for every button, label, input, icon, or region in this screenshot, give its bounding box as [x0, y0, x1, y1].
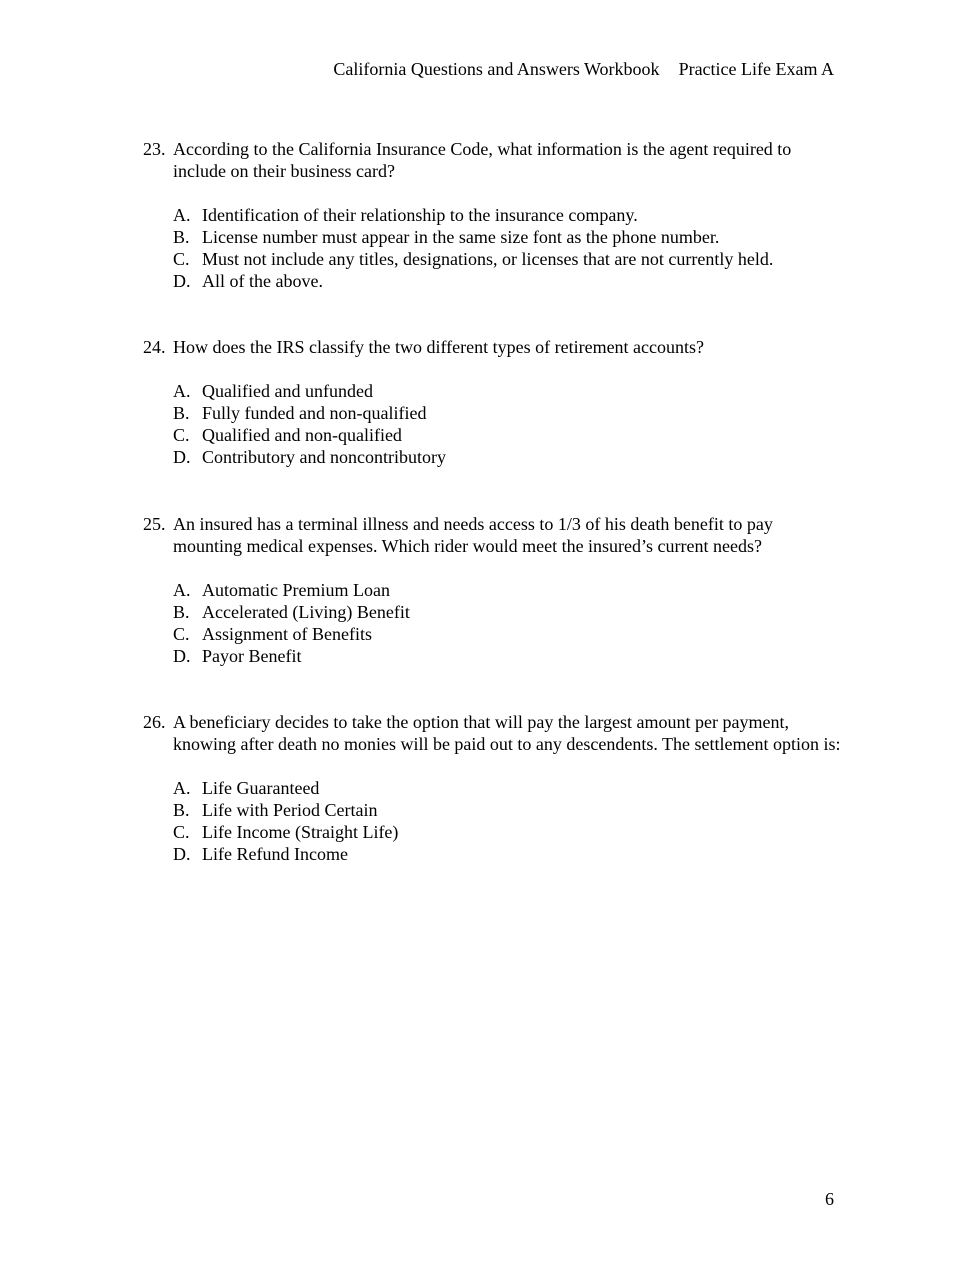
option-letter: C. [173, 624, 190, 644]
option-b [173, 799, 843, 821]
workbook-title: California Questions and Answers Workbook [333, 59, 660, 79]
option-text: Fully funded and non-qualified [202, 403, 427, 423]
option-text: Assignment of Benefits [202, 624, 372, 644]
question-24 [143, 336, 843, 468]
question-stem [143, 513, 843, 557]
question-text: An insured has a terminal illness and needs access to 1/3 of his death benefit to pay mounting medical expenses. Which rider would meet the insured’s current needs? [173, 514, 773, 556]
option-a [173, 579, 843, 601]
question-text: A beneficiary decides to take the option that will pay the largest amount per payment, knowing after death no monies will be paid out to any descendents. The settlement option is: [173, 712, 841, 754]
option-text: Life Refund Income [202, 844, 348, 864]
option-d [173, 645, 843, 667]
option-b [173, 226, 843, 248]
option-letter: D. [173, 844, 191, 864]
option-a [173, 777, 843, 799]
option-a [173, 380, 843, 402]
option-text: Payor Benefit [202, 646, 302, 666]
page-header [333, 58, 834, 80]
question-stem [143, 711, 843, 755]
option-letter: C. [173, 425, 190, 445]
question-stem [143, 138, 843, 182]
option-c [173, 248, 843, 270]
option-text: Accelerated (Living) Benefit [202, 602, 410, 622]
answer-options [173, 579, 843, 667]
option-d [173, 843, 843, 865]
option-c [173, 424, 843, 446]
option-d [173, 270, 843, 292]
option-text: Life with Period Certain [202, 800, 378, 820]
option-text: Automatic Premium Loan [202, 580, 390, 600]
option-c [173, 623, 843, 645]
option-b [173, 402, 843, 424]
option-text: Identification of their relationship to the insurance company. [202, 205, 638, 225]
option-text: Life Income (Straight Life) [202, 822, 399, 842]
option-letter: A. [173, 205, 191, 225]
question-stem [143, 336, 843, 358]
option-letter: C. [173, 822, 190, 842]
option-text: Life Guaranteed [202, 778, 320, 798]
option-letter: A. [173, 580, 191, 600]
option-text: Qualified and non-qualified [202, 425, 402, 445]
exam-title: Practice Life Exam A [678, 59, 834, 79]
option-c [173, 821, 843, 843]
question-text: How does the IRS classify the two different types of retirement accounts? [173, 337, 705, 357]
option-letter: D. [173, 646, 191, 666]
question-number: 26. [143, 712, 166, 732]
option-letter: D. [173, 271, 191, 291]
option-text: Must not include any titles, designations, or licenses that are not currently held. [202, 249, 774, 269]
question-26 [143, 711, 843, 865]
option-d [173, 446, 843, 468]
question-number: 24. [143, 337, 166, 357]
option-b [173, 601, 843, 623]
question-text: According to the California Insurance Code, what information is the agent required to include on their business card? [173, 139, 792, 181]
question-25 [143, 513, 843, 667]
question-23 [143, 138, 843, 292]
question-number: 23. [143, 139, 166, 159]
option-text: License number must appear in the same size font as the phone number. [202, 227, 720, 247]
page-number: 6 [825, 1189, 834, 1209]
answer-options [173, 204, 843, 292]
option-letter: B. [173, 403, 190, 423]
option-a [173, 204, 843, 226]
option-text: Qualified and unfunded [202, 381, 373, 401]
question-number: 25. [143, 514, 166, 534]
option-text: All of the above. [202, 271, 323, 291]
answer-options [173, 777, 843, 865]
option-letter: C. [173, 249, 190, 269]
option-letter: B. [173, 602, 190, 622]
option-letter: B. [173, 800, 190, 820]
option-letter: D. [173, 447, 191, 467]
option-letter: A. [173, 381, 191, 401]
option-text: Contributory and noncontributory [202, 447, 446, 467]
option-letter: B. [173, 227, 190, 247]
answer-options [173, 380, 843, 468]
option-letter: A. [173, 778, 191, 798]
